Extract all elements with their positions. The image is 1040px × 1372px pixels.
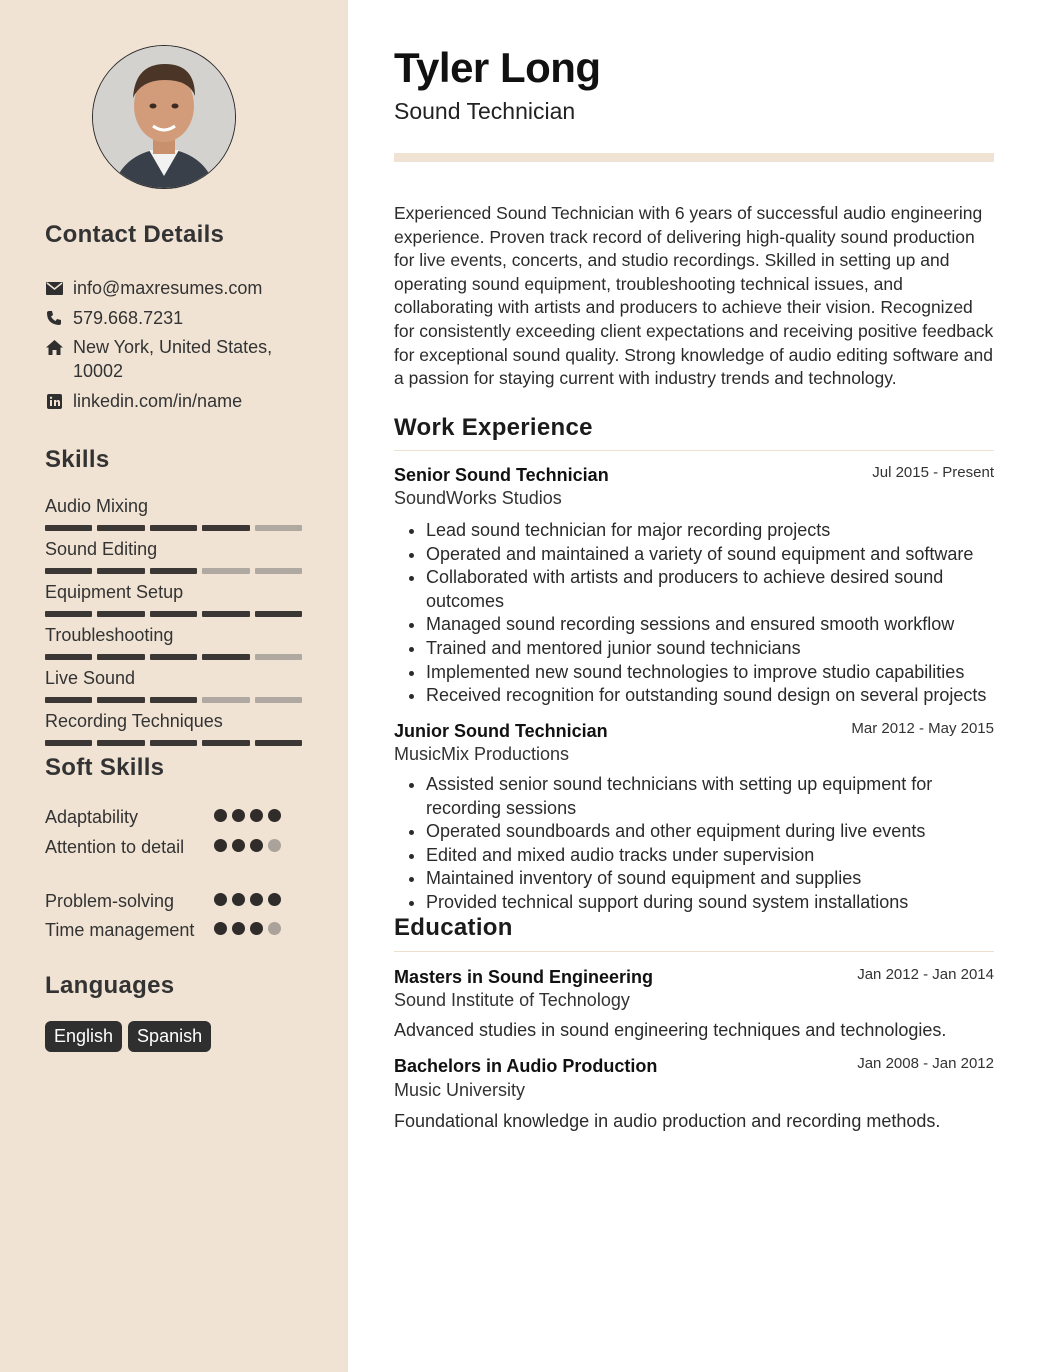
job-bullets: [394, 773, 994, 915]
contact-section-title: Contact Details: [45, 221, 225, 248]
rating-dot: [214, 893, 227, 906]
skill-level-bar: [45, 740, 302, 746]
skill-level-segment: [150, 568, 197, 574]
skill-level-segment: [150, 611, 197, 617]
profile-photo: [92, 45, 236, 189]
address-text: New York, United States, 10002: [73, 337, 273, 381]
language-badge: English: [45, 1021, 122, 1052]
sidebar: [0, 0, 348, 1372]
soft-skill-name: Problem-solving: [45, 891, 175, 911]
skill-name: Sound Editing: [45, 539, 158, 559]
job-bullet: • Operated and maintained a variety of sound equipment and software: [426, 543, 994, 567]
rating-dot: [250, 839, 263, 852]
skill-level-segment: [202, 525, 249, 531]
email-text: info@maxresumes.com: [73, 278, 263, 298]
soft-skill-name: Time management: [45, 920, 195, 940]
skill-level-segment: [150, 697, 197, 703]
rating-dot: [214, 922, 227, 935]
rating-dot: [250, 893, 263, 906]
rating-dot: [250, 809, 263, 822]
profile-summary: Experienced Sound Technician with 6 years of successful audio engineering experience. Proven track record of delivering high-quality sound production for live events, concerts, and studio recordings. Skilled in setting up and operating sound equipment, troubleshooting technical issues, and collaborating with artists and producers to achieve their vision. Recognized for consistently exceeding client expectations and receiving positive feedback for exceptional sound quality. Strong knowledge of audio editing software and a passion for staying current with industry trends and technology.: [394, 203, 994, 389]
linkedin-text: linkedin.com/in/name: [73, 391, 243, 411]
skill-level-segment: [202, 611, 249, 617]
job-bullet: • Implemented new sound technologies to improve studio capabilities: [426, 661, 994, 685]
job-organization: SoundWorks Studios: [394, 488, 562, 508]
rating-dot: [268, 893, 281, 906]
skill-level-segment: [45, 654, 92, 660]
skill-level-segment: [45, 697, 92, 703]
job-bullet: • Assisted senior sound technicians with setting up equipment for recording sessions: [426, 773, 994, 820]
soft-skill-rating: [214, 839, 294, 853]
education-description: Advanced studies in sound engineering techniques and technologies.: [394, 1020, 947, 1040]
skill-level-segment: [255, 697, 302, 703]
rating-dot: [232, 839, 245, 852]
job-dates: Mar 2012 - May 2015: [851, 720, 994, 737]
soft-skills-section-title: Soft Skills: [45, 754, 165, 781]
degree-title: Masters in Sound Engineering: [394, 967, 654, 987]
education-dates: Jan 2012 - Jan 2014: [857, 966, 994, 983]
skill-name: Recording Techniques: [45, 711, 223, 731]
skill-name: Live Sound: [45, 668, 136, 688]
phone-icon: [45, 309, 63, 327]
rating-dot: [214, 839, 227, 852]
skill-level-segment: [202, 697, 249, 703]
skill-level-segment: [255, 525, 302, 531]
skill-level-segment: [97, 654, 144, 660]
skill-level-segment: [202, 654, 249, 660]
home-icon: [45, 338, 63, 356]
language-badge: Spanish: [128, 1021, 211, 1052]
skill-level-segment: [45, 740, 92, 746]
job-dates: Jul 2015 - Present: [872, 464, 994, 481]
job-bullets: [394, 519, 994, 708]
skill-level-segment: [97, 568, 144, 574]
education-description: Foundational knowledge in audio production and recording methods.: [394, 1111, 941, 1131]
work-experience-title: Work Experience: [394, 414, 593, 441]
skill-level-segment: [97, 740, 144, 746]
skill-level-bar: [45, 697, 302, 703]
job-bullet: • Lead sound technician for major recording projects: [426, 519, 994, 543]
languages-section-title: Languages: [45, 972, 175, 999]
skill-level-segment: [255, 568, 302, 574]
job-organization: MusicMix Productions: [394, 744, 570, 764]
contact-address: [45, 335, 305, 383]
skill-level-bar: [45, 611, 302, 617]
skill-name: Equipment Setup: [45, 582, 184, 602]
skill-level-bar: [45, 654, 302, 660]
job-title: Junior Sound Technician: [394, 721, 608, 741]
skill-level-segment: [45, 611, 92, 617]
skill-level-segment: [255, 611, 302, 617]
skill-level-segment: [97, 697, 144, 703]
job-bullet: • Managed sound recording sessions and ensured smooth workflow: [426, 613, 994, 637]
skill-level-segment: [97, 611, 144, 617]
skill-level-segment: [45, 525, 92, 531]
rating-dot: [268, 809, 281, 822]
job-title: Senior Sound Technician: [394, 465, 609, 485]
soft-skill-rating: [214, 809, 294, 823]
skill-level-segment: [255, 654, 302, 660]
soft-skill-name: Adaptability: [45, 807, 139, 827]
skill-name: Troubleshooting: [45, 625, 174, 645]
languages-list: [45, 1021, 211, 1052]
education-dates: Jan 2008 - Jan 2012: [857, 1055, 994, 1072]
job-bullet: • Maintained inventory of sound equipment and supplies: [426, 867, 994, 891]
skill-level-bar: [45, 568, 302, 574]
rating-dot: [214, 809, 227, 822]
rating-dot: [268, 922, 281, 935]
soft-skill-rating: [214, 922, 294, 936]
rating-dot: [232, 922, 245, 935]
skill-level-bar: [45, 525, 302, 531]
job-bullet: • Received recognition for outstanding sound design on several projects: [426, 684, 994, 708]
section-divider: [394, 450, 994, 451]
skill-level-segment: [45, 568, 92, 574]
skill-name: Audio Mixing: [45, 496, 149, 516]
skill-level-segment: [255, 740, 302, 746]
linkedin-icon: [45, 392, 63, 410]
rating-dot: [232, 893, 245, 906]
skill-level-segment: [150, 654, 197, 660]
soft-skill-name: Attention to detail: [45, 837, 185, 857]
soft-skill-rating: [214, 893, 294, 907]
skill-level-segment: [150, 525, 197, 531]
header-divider: [394, 153, 994, 162]
section-divider: [394, 951, 994, 952]
skills-section-title: Skills: [45, 446, 110, 473]
rating-dot: [268, 839, 281, 852]
phone-text: 579.668.7231: [73, 308, 184, 328]
education-title: Education: [394, 914, 513, 941]
job-bullet: • Collaborated with artists and producers to achieve desired sound outcomes: [426, 566, 994, 613]
school-name: Music University: [394, 1080, 526, 1100]
rating-dot: [250, 922, 263, 935]
skill-level-segment: [97, 525, 144, 531]
school-name: Sound Institute of Technology: [394, 990, 630, 1010]
candidate-role: Sound Technician: [394, 98, 576, 124]
job-bullet: • Operated soundboards and other equipment during live events: [426, 820, 994, 844]
job-bullet: • Provided technical support during sound system installations: [426, 891, 994, 915]
envelope-icon: [45, 279, 63, 297]
job-bullet: • Edited and mixed audio tracks under supervision: [426, 844, 994, 868]
candidate-name: Tyler Long: [394, 44, 601, 91]
skill-level-segment: [150, 740, 197, 746]
skill-level-segment: [202, 740, 249, 746]
rating-dot: [232, 809, 245, 822]
job-bullet: • Trained and mentored junior sound technicians: [426, 637, 994, 661]
skill-level-segment: [202, 568, 249, 574]
degree-title: Bachelors in Audio Production: [394, 1056, 658, 1076]
